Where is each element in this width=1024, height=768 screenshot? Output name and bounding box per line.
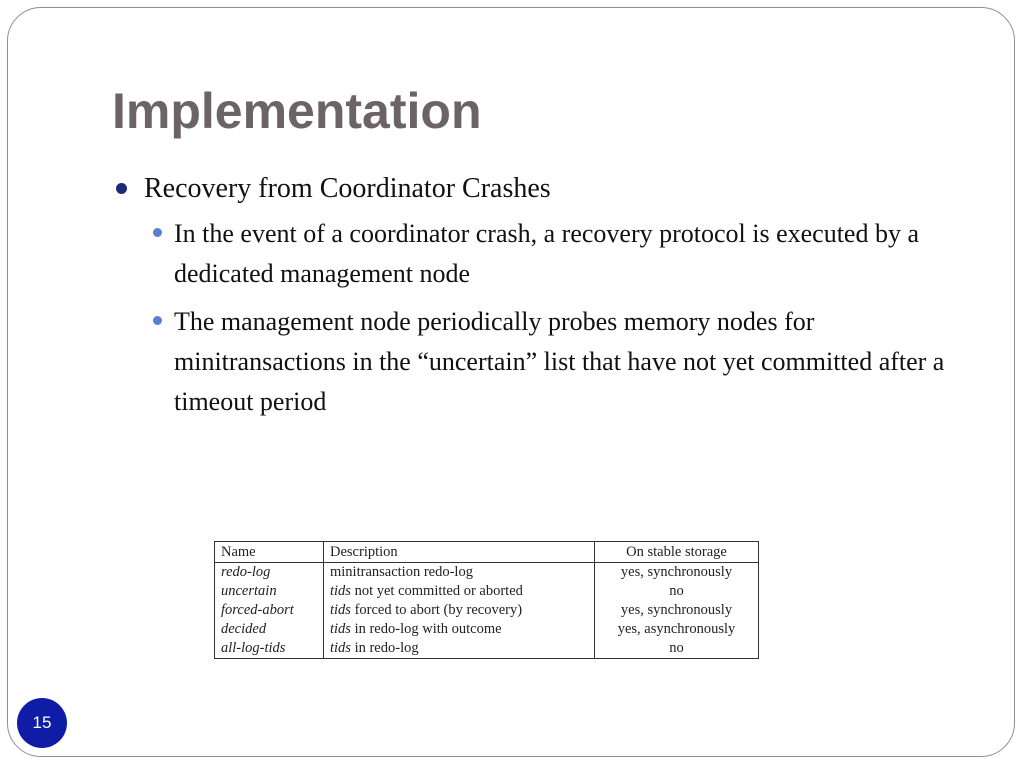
- cell-description: [324, 639, 595, 659]
- cell-description: [324, 582, 595, 601]
- table-header-row: [215, 542, 759, 563]
- cell-storage: yes, synchronously: [620, 602, 733, 618]
- cell-storage: yes, synchronously: [620, 564, 733, 580]
- cell-storage: no: [669, 640, 684, 656]
- bullet-dot-icon: [116, 183, 127, 194]
- cell-description-em: tids: [330, 621, 351, 637]
- cell-name: uncertain: [215, 582, 324, 601]
- cell-description-em: tids: [330, 583, 351, 599]
- slide-title: Implementation: [112, 83, 482, 139]
- cell-name: decided: [215, 620, 324, 639]
- sub-bullet-text: The management node periodically probes memory nodes for minitransactions in the “uncertain” list that have not yet committed after a timeout period: [174, 307, 945, 416]
- storage-table-figure: [214, 541, 759, 662]
- cell-name: forced-abort: [215, 601, 324, 620]
- cell-description: [324, 601, 595, 620]
- cell-description-text: in redo-log: [350, 640, 419, 656]
- cell-description-text: in redo-log with outcome: [350, 621, 502, 637]
- table-row: [215, 582, 759, 601]
- header-name: Name: [215, 542, 324, 563]
- cell-storage: no: [669, 583, 684, 599]
- sub-bullet-item: [144, 214, 974, 294]
- page-number: 15: [32, 713, 52, 732]
- cell-description-text: forced to abort (by recovery): [350, 602, 523, 618]
- table-row: [215, 563, 759, 583]
- sub-bullet-dot-icon: [153, 228, 162, 237]
- cell-description: [324, 620, 595, 639]
- sub-bullet-text: In the event of a coordinator crash, a recovery protocol is executed by a dedicated management node: [174, 219, 920, 288]
- sub-bullet-list: [144, 214, 972, 422]
- cell-storage: yes, asynchronously: [617, 621, 736, 637]
- table-row: [215, 620, 759, 639]
- cell-description-text: minitransaction redo-log: [330, 564, 473, 580]
- storage-table: [214, 541, 759, 659]
- page-number-badge: [17, 698, 67, 748]
- bullet-list: [112, 170, 972, 430]
- cell-description: [324, 563, 595, 583]
- cell-name: all-log-tids: [215, 639, 324, 659]
- cell-description-em: tids: [330, 640, 351, 656]
- bullet-item: [112, 170, 972, 422]
- cell-description-text: not yet committed or aborted: [350, 583, 523, 599]
- cell-name: redo-log: [215, 563, 324, 583]
- cell-description-em: tids: [330, 602, 351, 618]
- table-row: [215, 639, 759, 659]
- table-row: [215, 601, 759, 620]
- header-description: Description: [324, 542, 595, 563]
- header-storage: On stable storage: [595, 542, 759, 563]
- sub-bullet-dot-icon: [153, 316, 162, 325]
- sub-bullet-item: [144, 302, 974, 422]
- bullet-text: Recovery from Coordinator Crashes: [144, 173, 551, 204]
